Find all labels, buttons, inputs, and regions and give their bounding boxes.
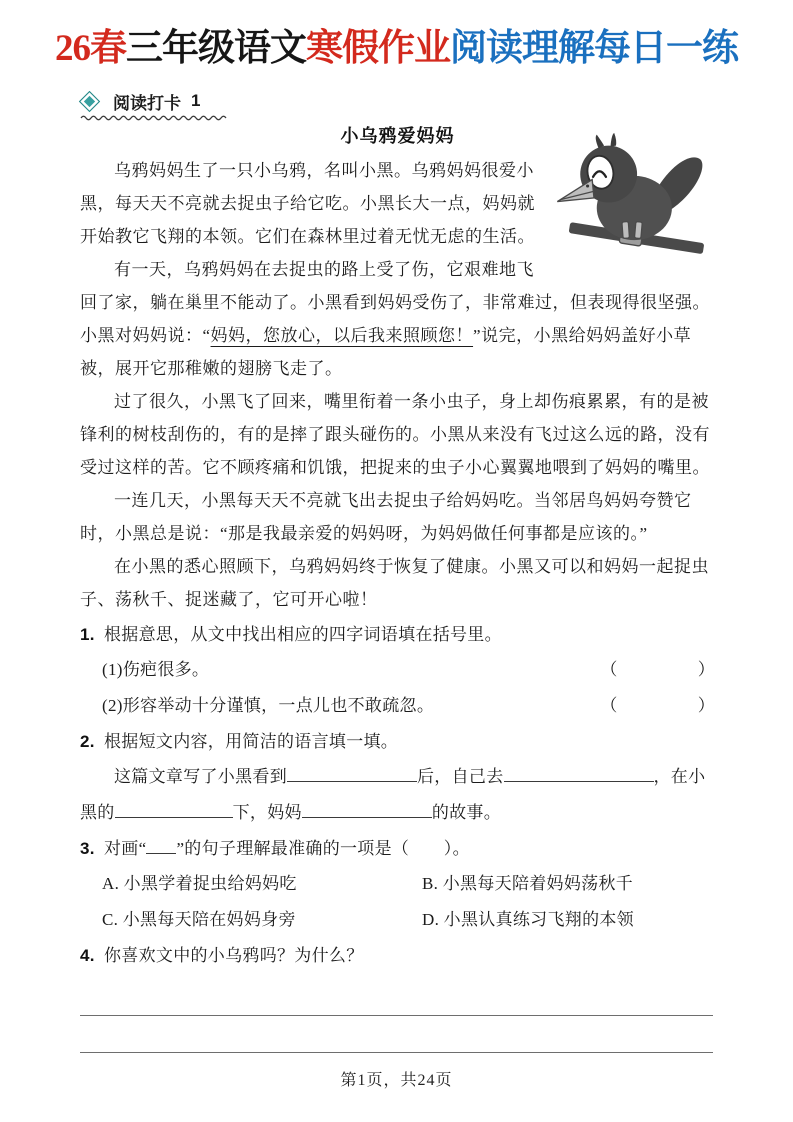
article-body — [80, 154, 715, 616]
questions-section — [80, 618, 715, 973]
option-a: A. 小黑学着捉虫给妈妈吃 — [102, 874, 297, 893]
question-4 — [80, 939, 715, 973]
answer-line-2 — [80, 1052, 713, 1053]
diamond-icon — [79, 90, 100, 111]
question-3-prefix: 对画“ — [104, 839, 147, 858]
fill-blank-3 — [115, 799, 233, 818]
underlined-sentence: 妈妈，您放心，以后我来照顾您！ — [210, 326, 474, 345]
title-segment-homework: 寒假作业 — [306, 28, 450, 69]
question-1-item-2 — [80, 688, 715, 724]
question-2-fill-sentence — [80, 759, 715, 831]
question-2-number: 2. — [80, 732, 95, 751]
fill-blank-2 — [504, 763, 654, 782]
bracket-open: （ — [600, 660, 618, 679]
title-segment-practice: 阅读理解每日一练 — [450, 28, 738, 69]
question-4-number: 4. — [80, 946, 95, 965]
question-3-inline-blank — [146, 835, 176, 854]
fill-seg-2: 后，自己去 — [417, 767, 504, 786]
question-1-text: 根据意思，从文中找出相应的四字词语填在括号里。 — [104, 625, 502, 644]
badge-label: 阅读打卡 — [113, 93, 181, 113]
fill-seg-1: 这篇文章写了小黑看到 — [114, 767, 287, 786]
option-c: C. 小黑每天陪在妈妈身旁 — [102, 910, 296, 929]
crow-icon — [550, 128, 715, 266]
paragraph-2 — [80, 253, 715, 385]
paragraph-4: 一连几天，小黑每天天不亮就飞出去捉虫子给妈妈吃。当邻居鸟妈妈夸赞它时，小黑总是说：“那是我最亲爱的妈妈呀，为妈妈做任何事都是应该的。” — [80, 491, 692, 543]
reading-passage — [80, 122, 715, 616]
bracket-open: （ — [600, 696, 618, 715]
question-3-number: 3. — [80, 839, 95, 858]
option-b: B. 小黑每天陪着妈妈荡秋千 — [422, 874, 634, 893]
question-4-text: 你喜欢文中的小乌鸦吗？为什么？ — [104, 946, 364, 965]
title-segment-edition: 26春 — [55, 28, 126, 69]
fill-seg-3: ，在小黑的 — [80, 767, 706, 822]
question-3-suffix: ”的句子理解最准确的一项是（ ）。 — [176, 839, 470, 858]
question-1-number: 1. — [80, 625, 95, 644]
fill-seg-5: 的故事。 — [431, 803, 502, 822]
question-1 — [80, 618, 715, 652]
paragraph-1: 乌鸦妈妈生了一只小乌鸦，名叫小黑。乌鸦妈妈很爱小黑，每天天不亮就去捉虫子给它吃。小黑长大一点，妈妈就开始教它飞翔的本领。它们在森林里过着无忧无虑的生活。 — [80, 161, 535, 246]
answer-brackets — [600, 652, 715, 688]
question-1-item-1-label: (1)伤疤很多。 — [102, 660, 210, 679]
bracket-close: ） — [697, 696, 715, 715]
answer-brackets — [600, 688, 715, 724]
question-3-options — [80, 866, 715, 938]
crow-illustration — [550, 128, 715, 266]
article-title: 小乌鸦爱妈妈 — [340, 126, 455, 146]
badge-number: 1 — [191, 91, 201, 110]
paragraph-3: 过了很久，小黑飞了回来，嘴里衔着一条小虫子，身上却伤痕累累，有的是被锋利的树枝刮伤的，有的是摔了跟头碰伤的。小黑从来没有飞过这么远的路，没有受过这样的苦。它不顾疼痛和饥饿，把捉来的虫子小心翼翼地喂到了妈妈的嘴里。 — [80, 392, 710, 477]
page-footer: 第1页，共24页 — [340, 1072, 453, 1089]
question-1-item-1 — [80, 652, 715, 688]
fill-blank-1 — [287, 763, 417, 782]
paragraph-2-after: ”说完，小黑给妈妈盖好小草被，展开它那稚嫩的翅膀飞走了。 — [80, 326, 692, 378]
bracket-close: ） — [697, 660, 715, 679]
answer-line-1 — [80, 1015, 713, 1016]
question-2 — [80, 725, 715, 759]
page-title — [0, 0, 793, 74]
question-1-item-2-label: (2)形容举动十分谨慎，一点儿也不敢疏忽。 — [102, 696, 435, 715]
question-3 — [80, 832, 715, 866]
question-2-text: 根据短文内容，用简洁的语言填一填。 — [104, 732, 399, 751]
fill-blank-4 — [302, 799, 432, 818]
paragraph-5: 在小黑的悉心照顾下，乌鸦妈妈终于恢复了健康。小黑又可以和妈妈一起捉虫子、荡秋千、捉迷藏了，它可开心啦！ — [80, 557, 709, 609]
fill-seg-4: 下，妈妈 — [232, 803, 302, 822]
wavy-underline — [80, 114, 230, 122]
section-badge — [80, 88, 230, 114]
question-3-text — [104, 832, 715, 866]
title-segment-grade: 三年级语文 — [126, 28, 306, 69]
paragraph-2-before: 有一天，乌鸦妈妈在去捉虫的路上受了伤，它艰难地飞回了家，躺在巢里不能动了。小黑看到妈妈受伤了，非常难过，但表现得很坚强。小黑对妈妈说：“ — [80, 260, 710, 345]
option-d: D. 小黑认真练习飞翔的本领 — [422, 910, 634, 929]
